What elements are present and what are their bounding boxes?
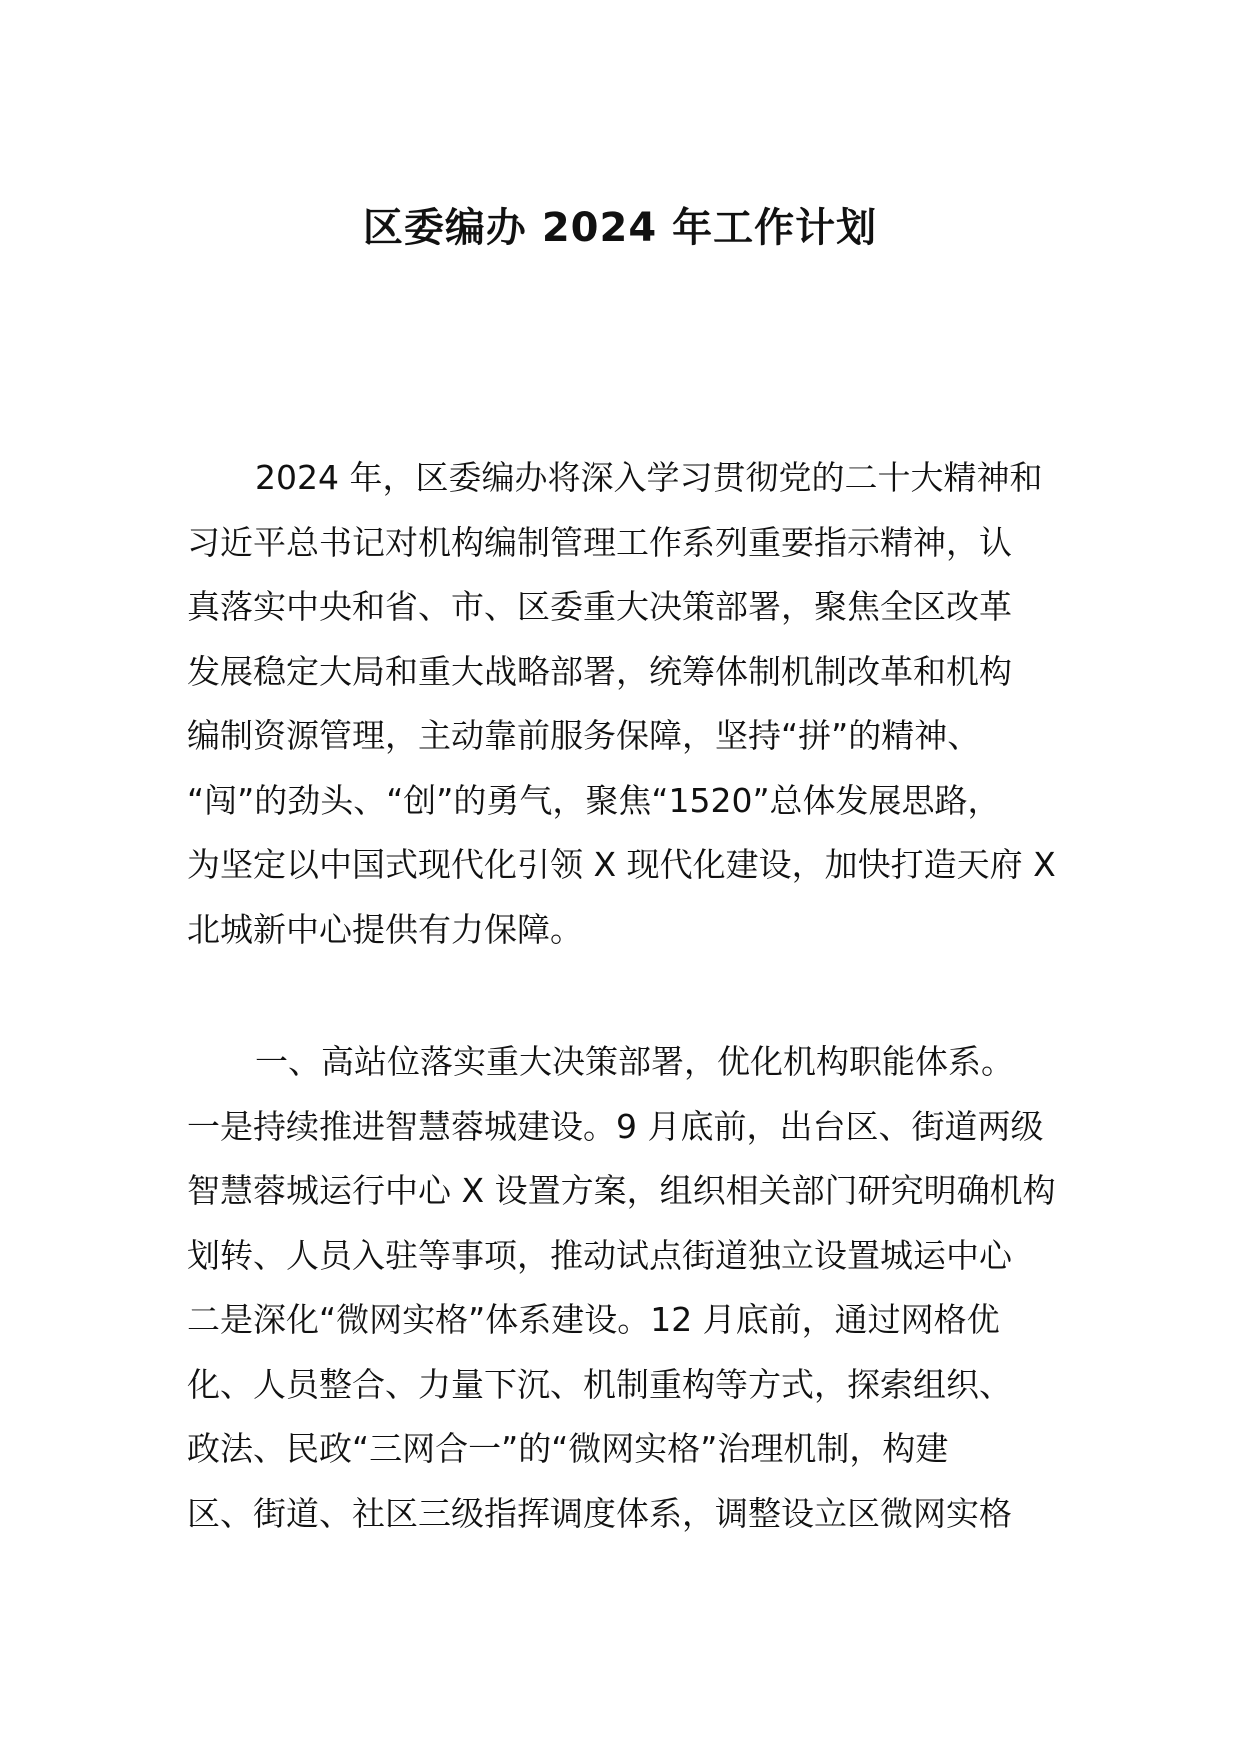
paragraph-line: 区、街道、社区三级指挥调度体系，调整设立区微网实格 [187,1493,1012,1533]
paragraph-line: 划转、人员入驻等事项，推动试点街道独立设置城运中心 [187,1235,1012,1275]
paragraph-line: 真落实中央和省、市、区委重大决策部署，聚焦全区改革 [187,587,1012,626]
paragraph-line: 智慧蓉城运行中心 X 设置方案，组织相关部门研究明确机构 [187,1171,1056,1210]
paragraph-section-one [187,1030,1087,1546]
paragraph-line: 发展稳定大局和重大战略部署，统筹体制机制改革和机构 [187,651,1012,691]
paragraph-line: “闯”的劲头、“创”的勇气，聚焦“1520”总体发展思路， [187,780,1001,820]
paragraph-line: 一是持续推进智慧蓉城建设。9 月底前，出台区、街道两级 [187,1106,1044,1146]
paragraph-line: 化、人员整合、力量下沉、机制重构等方式，探索组织、 [187,1364,1012,1404]
paragraph-line: 二是深化“微网实格”体系建设。12 月底前，通过网格优 [187,1300,1000,1339]
paragraph-line: 习近平总书记对机构编制管理工作系列重要指示精神，认 [187,522,1012,562]
paragraph-line: 2024 年，区委编办将深入学习贯彻党的二十大精神和 [255,458,1043,497]
paragraph-line: 政法、民政“三网合一”的“微网实格”治理机制，构建 [187,1429,949,1468]
paragraph-line: 北城新中心提供有力保障。 [187,909,583,949]
document-title: 区委编办 2024 年工作计划 [362,205,878,251]
paragraph-line: 为坚定以中国式现代化引领 X 现代化建设，加快打造天府 X [187,845,1056,884]
section-heading-line: 一、高站位落实重大决策部署，优化机构职能体系。 [255,1042,1014,1081]
paragraph-line: 编制资源管理，主动靠前服务保障，坚持“拼”的精神、 [187,716,981,755]
paragraph-intro [187,446,1087,962]
